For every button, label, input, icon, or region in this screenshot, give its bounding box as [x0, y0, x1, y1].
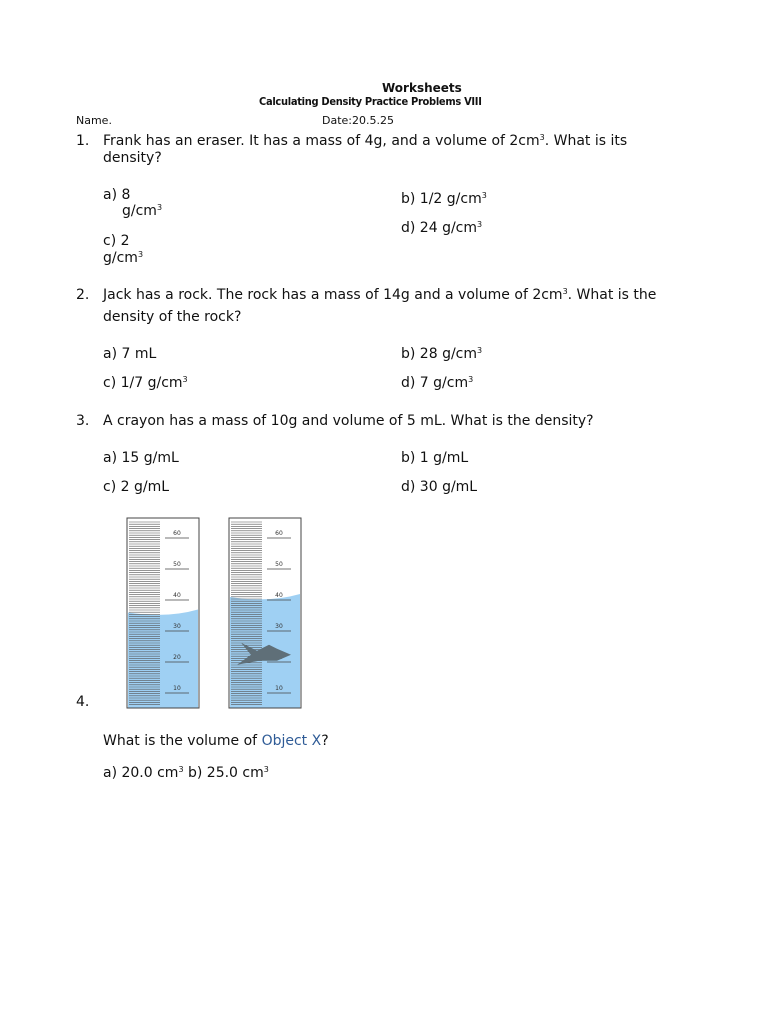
question-1-line1: Frank has an eraser. It has a mass of 4g, and a volume of $2cm^3$. What is its — [103, 133, 628, 149]
tick-label: 10 — [275, 685, 283, 692]
question-1-number: 1. — [76, 133, 90, 149]
question-2-option-c: c) 1/7 $g/cm^3$ — [103, 375, 188, 391]
worksheet-subtitle: Calculating Density Practice Problems VIII — [259, 95, 482, 108]
question-2-option-a: a) 7 mL — [103, 346, 157, 362]
graduated-cylinders-figure — [120, 512, 310, 714]
question-2-option-d: d) 7 $g/cm^3$ — [401, 375, 474, 391]
question-2-number: 2. — [76, 287, 90, 303]
tick-label: 40 — [275, 592, 283, 599]
tick-label: 30 — [275, 623, 283, 630]
question-4-options: a) 20.0 $cm^3$ b) 25.0 $cm^3$ — [103, 765, 269, 781]
question-4-number: 4. — [76, 694, 90, 710]
question-1-option-d: d) 24 $g/cm^3$ — [401, 220, 483, 236]
question-2-option-b: b) 28 $g/cm^3$ — [401, 346, 483, 362]
object-x-link[interactable]: Object X — [261, 733, 322, 749]
tick-label: 10 — [173, 685, 181, 692]
question-4-prompt: What is the volume of Object X? — [103, 733, 329, 749]
question-3-option-d: d) 30 g/mL — [401, 479, 478, 495]
cylinder-before — [127, 518, 199, 708]
tick-label: 50 — [275, 561, 283, 568]
tick-label: 50 — [173, 561, 181, 568]
question-3-option-c: c) 2 g/mL — [103, 479, 170, 495]
name-label: Name. — [76, 114, 112, 127]
question-1-option-a: a) 8 — [103, 187, 131, 203]
question-1-option-a-unit: $g/cm^3$ — [122, 203, 163, 219]
tick-label: 40 — [173, 592, 181, 599]
question-3-number: 3. — [76, 413, 90, 429]
date-label: Date:20.5.25 — [322, 114, 394, 127]
tick-label: 60 — [275, 530, 283, 537]
cylinder-after — [229, 518, 301, 708]
worksheet-title: Worksheets — [382, 81, 462, 95]
tick-label: 20 — [173, 654, 181, 661]
question-1-option-c: c) 2 — [103, 233, 130, 249]
tick-label: 30 — [173, 623, 181, 630]
question-1-option-b: b) 1/2 $g/cm^3$ — [401, 191, 487, 207]
question-2-line1: Jack has a rock. The rock has a mass of 14g and a volume of $2cm^3$. What is the — [103, 287, 657, 303]
question-3-line1: A crayon has a mass of 10g and volume of 5 mL. What is the density? — [103, 413, 594, 429]
question-3-option-a: a) 15 g/mL — [103, 450, 179, 466]
question-3-option-b: b) 1 g/mL — [401, 450, 469, 466]
question-2-line2: density of the rock? — [103, 309, 242, 325]
question-1-line2: density? — [103, 150, 162, 166]
tick-label: 60 — [173, 530, 181, 537]
question-1-option-c-unit: $g/cm^3$ — [103, 250, 144, 266]
